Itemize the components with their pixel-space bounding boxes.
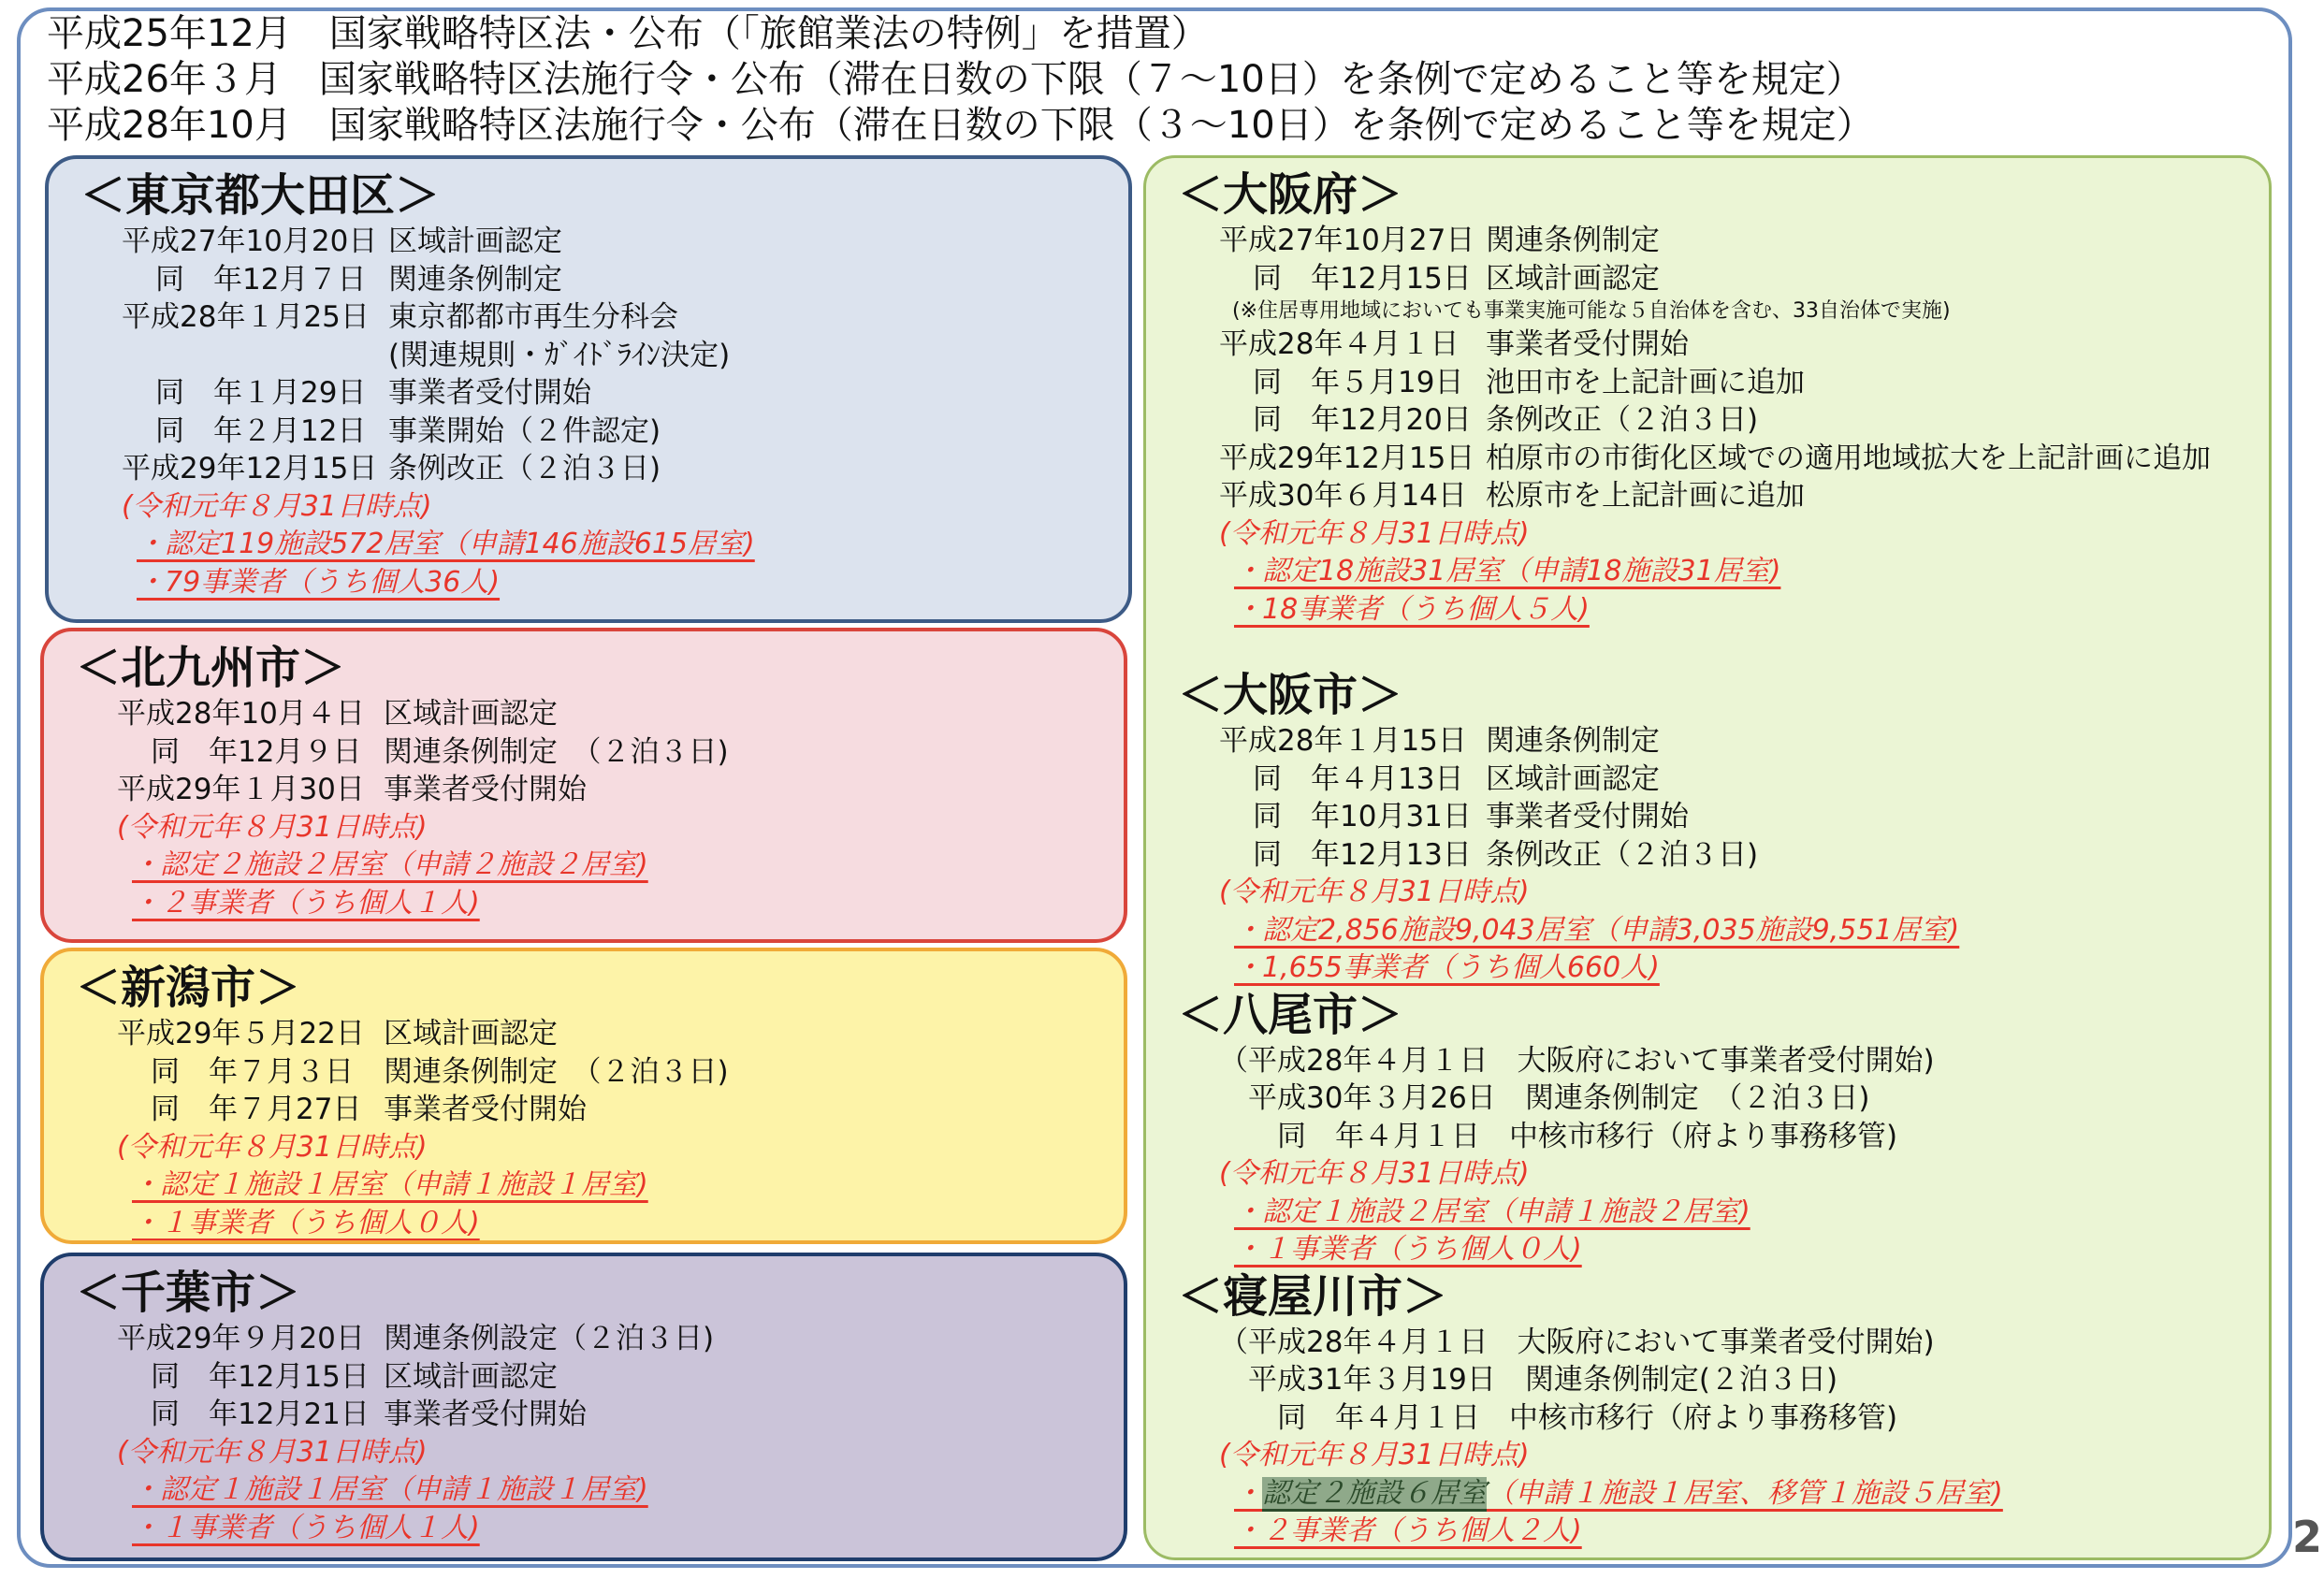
event-line: 平成27年10月20日 区域計画認定 xyxy=(122,225,562,258)
event-line: 平成31年３月19日 関連条例制定(２泊３日) xyxy=(1219,1363,1838,1397)
event-line: 同 年12月９日 関連条例制定 （２泊３日) xyxy=(151,734,729,769)
note-line: (※住居専用地域においても事業実施可能な５自治体を含む、33自治体で実施) xyxy=(1232,299,1951,323)
event-line: 平成28年10月４日 区域計画認定 xyxy=(117,697,558,731)
event-line: 同 年１月29日 事業者受付開始 xyxy=(155,376,591,410)
stat-item: ・認定2,856施設9,043居室（申請3,035施設9,551居室) xyxy=(1234,913,1960,947)
stat-item: ・２事業者（うち個人１人) xyxy=(132,886,480,920)
event-line: 同 年４月13日 区域計画認定 xyxy=(1253,761,1660,796)
stat-item: ・認定18施設31居室（申請18施設31居室) xyxy=(1234,555,1781,587)
stat-item: ・認定１施設２居室（申請１施設２居室) xyxy=(1234,1195,1750,1228)
event-line: 平成29年１月30日 事業者受付開始 xyxy=(117,773,587,806)
event-line: 同 年12月13日 条例改正（２泊３日) xyxy=(1253,837,1759,872)
event-line: 同 年12月20日 条例改正（２泊３日) xyxy=(1253,403,1759,437)
stat-item: ・認定２施設２居室（申請２施設２居室) xyxy=(132,848,648,881)
highlighted-text: 認定２施設６居室 xyxy=(1262,1476,1487,1510)
stat-item: ・認定２施設６居室（申請１施設１居室、移管１施設５居室) xyxy=(1234,1476,2003,1510)
event-line: 平成28年１月15日 関連条例制定 xyxy=(1219,724,1660,758)
event-line: 同 年12月21日 事業者受付開始 xyxy=(151,1398,587,1431)
event-line: （平成28年４月１日 大阪府において事業者受付開始) xyxy=(1219,1325,1935,1359)
section-title-osaka-fu: ＜大阪府＞ xyxy=(1178,168,1403,221)
stat-item: ・１事業者（うち個人０人) xyxy=(132,1206,480,1239)
as-of-date: (令和元年８月31日時点) xyxy=(117,1435,428,1469)
as-of-date: (令和元年８月31日時点) xyxy=(1219,1439,1530,1471)
section-title-osaka-shi: ＜大阪市＞ xyxy=(1178,669,1403,721)
stat-item: ・２事業者（うち個人２人) xyxy=(1234,1514,1582,1547)
section-chiba xyxy=(40,1253,1127,1561)
stat-item: ・認定１施設１居室（申請１施設１居室) xyxy=(132,1168,648,1201)
header-line-3: 平成28年10月 国家戦略特区法施行令・公布（滞在日数の下限（３～10日）を条例で定めること等を規定） xyxy=(47,104,1874,147)
event-line: 平成29年５月22日 区域計画認定 xyxy=(117,1017,558,1050)
section-title: ＜北九州市＞ xyxy=(76,642,346,694)
event-line: 同 年４月１日 中核市移行（府より事務移管) xyxy=(1219,1119,1898,1153)
section-osaka-group xyxy=(1143,155,2272,1560)
header-line-1: 平成25年12月 国家戦略特区法・公布（「旅館業法の特例」を措置） xyxy=(47,12,1209,55)
event-line: 同 年12月15日 区域計画認定 xyxy=(1253,261,1660,296)
section-title: ＜千葉市＞ xyxy=(76,1267,301,1319)
section-kitakyushu xyxy=(40,628,1127,943)
event-line: 同 年２月12日 事業開始（２件認定) xyxy=(155,413,661,448)
event-line: （平成28年４月１日 大阪府において事業者受付開始) xyxy=(1219,1043,1935,1078)
event-line: 平成27年10月27日 関連条例制定 xyxy=(1219,224,1660,257)
as-of-date: (令和元年８月31日時点) xyxy=(122,489,432,523)
as-of-date: (令和元年８月31日時点) xyxy=(1219,1157,1530,1190)
event-line: (関連規則・ｶﾞｲﾄﾞﾗｲﾝ決定) xyxy=(388,338,731,372)
event-line: 平成29年12月15日 柏原市の市街化区域での適用地域拡大を上記計画に追加 xyxy=(1219,441,2211,475)
event-line: 同 年７月３日 関連条例制定 （２泊３日) xyxy=(151,1054,729,1089)
event-line: 同 年７月27日 事業者受付開始 xyxy=(151,1093,587,1126)
page-number: 2 xyxy=(2291,1512,2322,1562)
event-line: 同 年５月19日 池田市を上記計画に追加 xyxy=(1253,365,1805,399)
event-line: 同 年10月31日 事業者受付開始 xyxy=(1253,800,1689,833)
section-title-neyagawa: ＜寝屋川市＞ xyxy=(1178,1269,1448,1323)
as-of-date: (令和元年８月31日時点) xyxy=(1219,516,1530,550)
section-ota xyxy=(45,155,1132,623)
stat-item: ・１事業者（うち個人０人) xyxy=(1234,1233,1582,1266)
section-title: ＜東京都大田区＞ xyxy=(80,169,441,222)
stat-item: ・認定119施設572居室（申請146施設615居室) xyxy=(137,528,755,560)
stat-item: ・18事業者（うち個人５人) xyxy=(1234,592,1590,626)
section-title: ＜新潟市＞ xyxy=(76,962,301,1014)
as-of-date: (令和元年８月31日時点) xyxy=(117,810,428,844)
event-line: 平成28年１月25日 東京都都市再生分科会 xyxy=(122,300,678,334)
as-of-date: (令和元年８月31日時点) xyxy=(117,1130,428,1164)
stat-item: ・1,655事業者（うち個人660人) xyxy=(1234,951,1660,984)
as-of-date: (令和元年８月31日時点) xyxy=(1219,876,1530,908)
event-line: 平成30年３月26日 関連条例制定 （２泊３日) xyxy=(1219,1081,1870,1115)
event-line: 平成29年12月15日 条例改正（２泊３日) xyxy=(122,452,661,485)
event-line: 平成28年４月１日 事業者受付開始 xyxy=(1219,327,1689,361)
event-line: 同 年12月７日 関連条例制定 xyxy=(155,262,562,297)
section-title-yao: ＜八尾市＞ xyxy=(1178,988,1403,1041)
event-line: 同 年４月１日 中核市移行（府より事務移管) xyxy=(1219,1400,1898,1435)
section-niigata xyxy=(40,948,1127,1244)
stat-item: ・１事業者（うち個人１人) xyxy=(132,1511,480,1544)
event-line: 平成29年９月20日 関連条例設定（２泊３日) xyxy=(117,1322,715,1355)
header-line-2: 平成26年３月 国家戦略特区法施行令・公布（滞在日数の下限（７～10日）を条例で定めること等を規定） xyxy=(47,58,1864,101)
event-line: 平成30年６月14日 松原市を上記計画に追加 xyxy=(1219,479,1805,513)
stat-item: ・79事業者（うち個人36人) xyxy=(137,565,501,599)
header-timeline xyxy=(47,11,1874,149)
event-line: 同 年12月15日 区域計画認定 xyxy=(151,1359,558,1394)
stat-item: ・認定１施設１居室（申請１施設１居室) xyxy=(132,1473,648,1506)
